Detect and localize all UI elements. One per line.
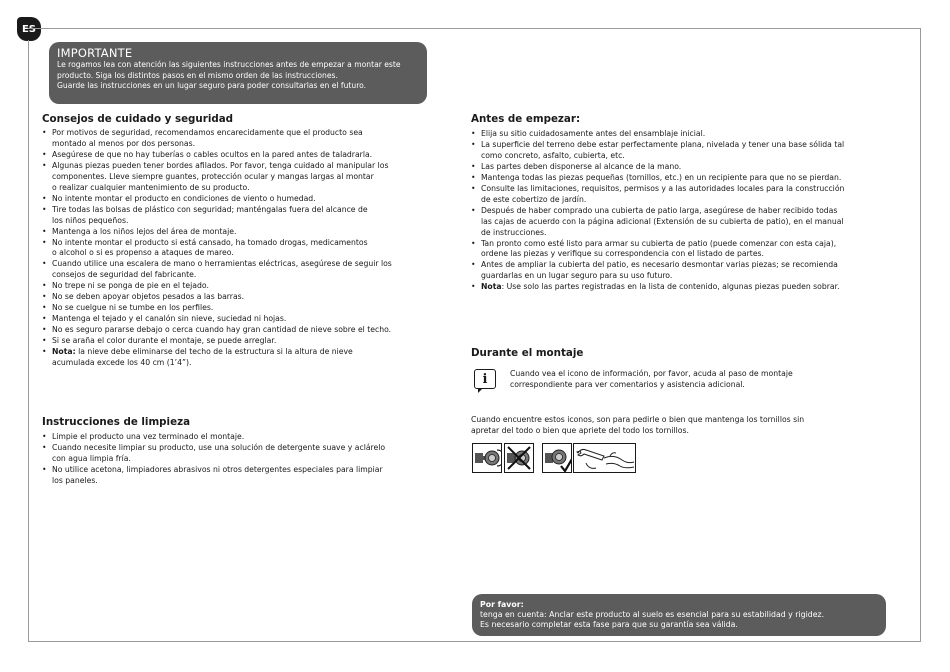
list-item <box>42 314 427 325</box>
list-item-line: guardarlas en un lugar seguro para su uso futuro. <box>481 271 673 281</box>
bolt-crossed-icon <box>504 443 534 473</box>
list-item <box>471 282 891 293</box>
list-item-line: las cajas de acuerdo con la página adicional (Extensión de su cubierta de patio), en el manual <box>481 216 844 226</box>
note-label: Nota: <box>52 347 76 357</box>
list-item <box>42 281 427 292</box>
important-line: Le rogamos lea con atención las siguientes instrucciones antes de empezar a montar este <box>57 60 401 69</box>
note-text: la nieve debe eliminarse del techo de la estructura si la altura de nieve <box>75 347 353 357</box>
cleaning-heading: Instrucciones de limpieza <box>42 416 191 428</box>
favor-notice <box>472 594 886 636</box>
icons-line: apretar del todo o bien que apriete del todo los tornillos. <box>471 426 689 435</box>
list-item <box>42 325 427 336</box>
note-text: : Use solo las partes registradas en la lista de contenido, algunas piezas pueden sobrar. <box>501 282 840 292</box>
list-item-line: • Limpie el producto una vez terminado el montaje. <box>52 432 245 441</box>
list-item <box>42 443 427 465</box>
list-item-line: • No intente montar el producto en condiciones de viento o humedad. <box>52 193 316 203</box>
list-item-line: • Mantenga todas las piezas pequeñas (tornillos, etc.) en un recipiente para que no se pierdan. <box>481 172 842 182</box>
list-item <box>42 150 427 161</box>
important-notice <box>49 42 427 104</box>
list-item <box>471 162 891 173</box>
list-item-line: montado al menos por dos personas. <box>52 138 196 148</box>
favor-line: Es necesario completar esta fase para que su garantía sea válida. <box>480 620 738 629</box>
page-frame-left-edge <box>28 40 29 642</box>
list-item-line <box>481 282 891 293</box>
info-icon: i <box>474 369 496 389</box>
info-line: Cuando vea el icono de información, por favor, acuda al paso de montaje <box>510 369 793 378</box>
list-item <box>471 140 891 162</box>
favor-line: tenga en cuenta: Anclar este producto al suelo es esencial para su estabilidad y rigidez. <box>480 610 825 619</box>
important-title: IMPORTANTE <box>57 46 133 60</box>
info-line: correspondiente para ver comentarios y asistencia adicional. <box>510 380 745 389</box>
list-item-line: ordene las piezas y verifique su correspondencia con el listado de partes. <box>481 249 764 259</box>
important-line: Guarde las instrucciones en un lugar seguro para poder consultarlas en el futuro. <box>57 81 367 90</box>
list-item-line: componentes. Lleve siempre guantes, protección ocular y mangas largas al montar <box>52 171 374 181</box>
list-item-line: • Si se araña el color durante el montaje, se puede arreglar. <box>52 336 277 346</box>
list-item-line: • No trepe ni se ponga de pie en el tejado. <box>52 281 209 291</box>
list-item <box>42 336 427 347</box>
list-item <box>471 184 891 206</box>
language-tab: ES <box>17 17 41 41</box>
icons-line: Cuando encuentre estos iconos, son para pedirle o bien que mantenga los tornillos sin <box>471 415 805 424</box>
list-item <box>471 173 891 184</box>
wrench-hand-icon <box>573 443 636 473</box>
list-item <box>42 292 427 303</box>
cleaning-list <box>42 432 427 487</box>
care-heading: Consejos de cuidado y seguridad <box>42 113 234 125</box>
list-item <box>42 303 427 314</box>
info-text <box>510 368 793 390</box>
list-item <box>42 205 427 227</box>
list-item <box>471 260 891 282</box>
list-item-line: • No utilice acetona, limpiadores abrasivos ni otros detergentes especiales para limpiar <box>52 464 383 474</box>
care-list <box>42 128 427 369</box>
list-item-line: • Asegúrese de que no hay tuberías o cables ocultos en la pared antes de taladrarla. <box>52 149 373 159</box>
list-item-line: o alcohol o si es propenso a ataques de mareo. <box>52 248 234 258</box>
during-heading: Durante el montaje <box>471 347 584 359</box>
list-item-line: • Las partes deben disponerse al alcance de la mano. <box>481 161 682 171</box>
list-item-line <box>52 347 427 358</box>
list-item-line: de este cobertizo de jardín. <box>481 194 587 204</box>
note-label: Nota <box>481 282 502 292</box>
list-item-line: • Mantenga el tejado y el canalón sin nieve, suciedad ni hojas. <box>52 314 287 324</box>
before-list <box>471 129 891 293</box>
list-item <box>42 238 427 260</box>
list-item-line: • Antes de ampliar la cubierta del patio, es necesario desmontar varias piezas; se recomienda <box>481 260 838 270</box>
list-item-line: como concreto, asfalto, cubierta, etc. <box>481 150 625 160</box>
list-item-line: o realizar cualquier mantenimiento de su producto. <box>52 182 250 192</box>
list-item-line: • Tire todas las bolsas de plástico con seguridad; manténgalas fuera del alcance de <box>52 204 368 214</box>
list-item-line: • No es seguro pararse debajo o cerca cuando hay gran cantidad de nieve sobre el techo. <box>52 325 392 335</box>
list-item-line: • Consulte las limitaciones, requisitos, permisos y a las autoridades locales para la construcción <box>481 183 845 193</box>
icons-text <box>471 414 804 436</box>
list-item-line: • Tan pronto como esté listo para armar su cubierta de patio (puede comenzar con esta caja), <box>481 238 837 248</box>
list-item-line: • Cuando utilice una escalera de mano o herramientas eléctricas, asegúrese de seguir los <box>52 259 392 269</box>
bolt-tight-icon <box>542 443 572 473</box>
list-item <box>42 227 427 238</box>
list-item <box>42 161 427 194</box>
list-item-line: • No se deben apoyar objetos pesados a las barras. <box>52 292 245 302</box>
list-item <box>42 128 427 150</box>
list-item-line: • Por motivos de seguridad, recomendamos encarecidamente que el producto sea <box>52 128 363 137</box>
favor-title: Por favor: <box>480 600 524 609</box>
important-line: producto. Siga los distintos pasos en el mismo orden de las instrucciones. <box>57 70 338 80</box>
list-item <box>42 194 427 205</box>
list-item <box>471 239 891 261</box>
list-item-line: • Después de haber comprado una cubierta de patio larga, asegúrese de haber recibido todas <box>481 205 838 215</box>
list-item <box>42 432 427 443</box>
list-item <box>42 259 427 281</box>
list-item-line: • Algunas piezas pueden tener bordes afilados. Por favor, tenga cuidado al manipular los <box>52 160 389 170</box>
list-item-line: consejos de seguridad del fabricante. <box>52 270 197 280</box>
list-item-line: los paneles. <box>52 475 98 485</box>
list-item-line: • Mantenga a los niños lejos del área de montaje. <box>52 226 237 236</box>
list-item <box>471 129 891 140</box>
list-item-line: • Cuando necesite limpiar su producto, use una solución de detergente suave y aclárelo <box>52 442 386 452</box>
list-item-line: de instrucciones. <box>481 227 547 237</box>
list-item-line: • La superficie del terreno debe estar perfectamente plana, nivelada y tener una base sólida tal <box>481 139 845 149</box>
list-item-line: acumulada excede los 40 cm (1’4”). <box>52 358 192 368</box>
before-heading: Antes de empezar: <box>471 113 581 125</box>
list-item <box>471 206 891 239</box>
list-item-line: • Elija su sitio cuidadosamente antes del ensamblaje inicial. <box>481 129 706 138</box>
list-item-line: los niños pequeños. <box>52 215 129 225</box>
list-item <box>42 465 427 487</box>
list-item <box>42 347 427 369</box>
bolt-loose-icon <box>472 443 502 473</box>
list-item-line: • No se cuelgue ni se tumbe en los perfiles. <box>52 303 214 313</box>
list-item-line: • No intente montar el producto si está cansado, ha tomado drogas, medicamentos <box>52 237 368 247</box>
list-item-line: con agua limpia fría. <box>52 453 131 463</box>
